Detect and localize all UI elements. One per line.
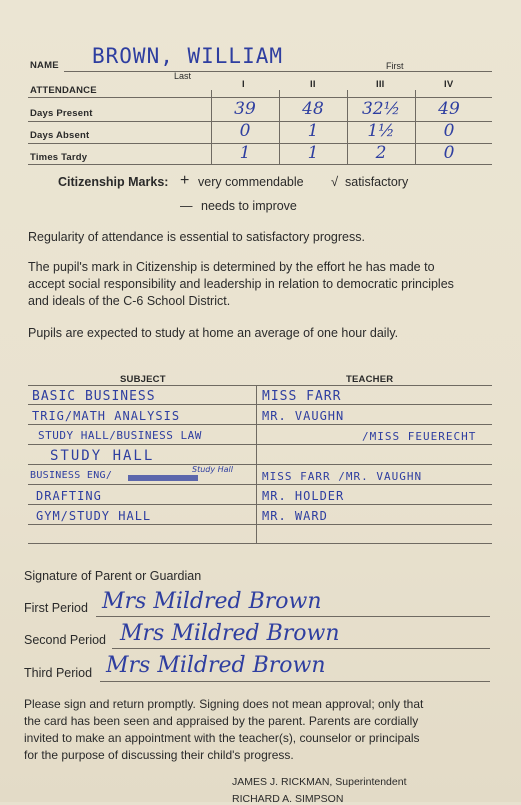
period-header-3: III — [376, 79, 385, 90]
schedule-rule-7 — [28, 524, 492, 525]
third-period-line — [100, 681, 490, 682]
plus-meaning: very commendable — [198, 175, 304, 189]
first-period-signature: Mrs Mildred Brown — [102, 589, 322, 614]
teacher-5: MISS FARR /MR. VAUGHN — [262, 470, 423, 483]
attendance-col-1 — [211, 90, 212, 164]
times-tardy-1: 1 — [239, 143, 251, 163]
schedule-rule-3 — [28, 444, 492, 445]
days-present-3: 32½ — [361, 99, 401, 119]
teacher-6: MR. HOLDER — [262, 489, 345, 503]
cut-off-name: RICHARD A. SIMPSON — [232, 793, 344, 805]
footer-line-4: for the purpose of discussing their child's progress. — [24, 748, 294, 762]
days-present-label: Days Present — [30, 108, 93, 119]
subject-2: TRIG/MATH ANALYSIS — [32, 409, 181, 423]
attendance-col-3 — [347, 90, 348, 164]
period-header-2: II — [310, 79, 316, 90]
days-absent-4: 0 — [443, 121, 455, 141]
plus-symbol: + — [180, 172, 190, 189]
teacher-header: TEACHER — [346, 374, 394, 385]
subject-5: BUSINESS ENG/ — [30, 470, 113, 481]
third-period-signature: Mrs Mildred Brown — [106, 653, 326, 678]
check-meaning: satisfactory — [345, 175, 409, 189]
minus-meaning: needs to improve — [201, 199, 297, 213]
attendance-rule-3 — [28, 164, 492, 165]
teacher-3: /MISS FEUERECHT — [362, 430, 477, 443]
check-symbol: √ — [331, 174, 339, 189]
footer-line-3: invited to make an appointment with the teacher(s), counselor or principals — [24, 731, 420, 745]
attendance-note: Regularity of attendance is essential to satisfactory progress. — [28, 230, 365, 244]
schedule-rule-5 — [28, 484, 492, 485]
days-present-1: 39 — [234, 99, 256, 119]
subject-1: BASIC BUSINESS — [32, 389, 156, 404]
days-present-2: 48 — [302, 99, 324, 119]
schedule-rule-4 — [28, 464, 492, 465]
period-header-1: I — [242, 79, 245, 90]
subject-5-note: Study Hall — [192, 465, 234, 474]
second-period-label: Second Period — [24, 633, 107, 647]
subject-5-scribble — [128, 475, 198, 481]
signature-heading: Signature of Parent or Guardian — [24, 569, 202, 583]
citizenship-label: Citizenship Marks: — [58, 175, 169, 189]
first-period-line — [96, 616, 490, 617]
attendance-col-4 — [415, 90, 416, 164]
days-absent-label: Days Absent — [30, 130, 90, 141]
teacher-2: MR. VAUGHN — [262, 409, 345, 423]
name-label: NAME — [30, 60, 59, 71]
times-tardy-label: Times Tardy — [30, 152, 88, 163]
times-tardy-3: 2 — [375, 143, 387, 163]
times-tardy-4: 0 — [443, 143, 455, 163]
attendance-label: ATTENDANCE — [30, 85, 97, 96]
name-underline — [64, 71, 492, 72]
citizenship-note-line-3: and ideals of the C-6 School District. — [28, 294, 231, 308]
attendance-col-2 — [279, 90, 280, 164]
period-header-4: IV — [444, 79, 454, 90]
student-name: BROWN, WILLIAM — [92, 44, 284, 68]
days-absent-1: 0 — [239, 121, 251, 141]
schedule-rule-1 — [28, 404, 492, 405]
days-absent-3: 1½ — [367, 121, 395, 141]
citizenship-note-line-1: The pupil's mark in Citizenship is determined by the effort he has made to — [28, 260, 435, 274]
teacher-7: MR. WARD — [262, 509, 328, 523]
subject-7: GYM/STUDY HALL — [36, 509, 152, 523]
first-period-label: First Period — [24, 601, 88, 615]
schedule-rule-6 — [28, 504, 492, 505]
subject-header: SUBJECT — [120, 374, 166, 385]
minus-symbol: — — [180, 199, 193, 213]
teacher-1: MISS FARR — [262, 389, 342, 404]
third-period-label: Third Period — [24, 666, 93, 680]
days-absent-2: 1 — [307, 121, 319, 141]
first-caption: First — [386, 61, 404, 71]
schedule-divider — [256, 386, 257, 544]
subject-6: DRAFTING — [36, 489, 102, 503]
footer-line-1: Please sign and return promptly. Signing does not mean approval; only that — [24, 697, 424, 711]
subject-4: STUDY HALL — [50, 448, 155, 464]
footer-line-2: the card has been seen and appraised by the parent. Parents are cordially — [24, 714, 419, 728]
last-caption: Last — [174, 71, 192, 81]
homework-note: Pupils are expected to study at home an average of one hour daily. — [28, 326, 399, 340]
superintendent-name: JAMES J. RICKMAN, Superintendent — [232, 776, 407, 788]
days-present-4: 49 — [438, 99, 460, 119]
second-period-signature: Mrs Mildred Brown — [120, 621, 340, 646]
schedule-rule-2 — [28, 424, 492, 425]
times-tardy-2: 1 — [307, 143, 319, 163]
schedule-rule-top — [28, 385, 492, 386]
subject-3: STUDY HALL/BUSINESS LAW — [38, 429, 202, 442]
second-period-line — [112, 648, 490, 649]
schedule-rule-8 — [28, 543, 492, 544]
citizenship-note-line-2: accept social responsibility and leadership in relation to democratic principles — [28, 277, 454, 291]
attendance-rule-top — [28, 97, 492, 98]
